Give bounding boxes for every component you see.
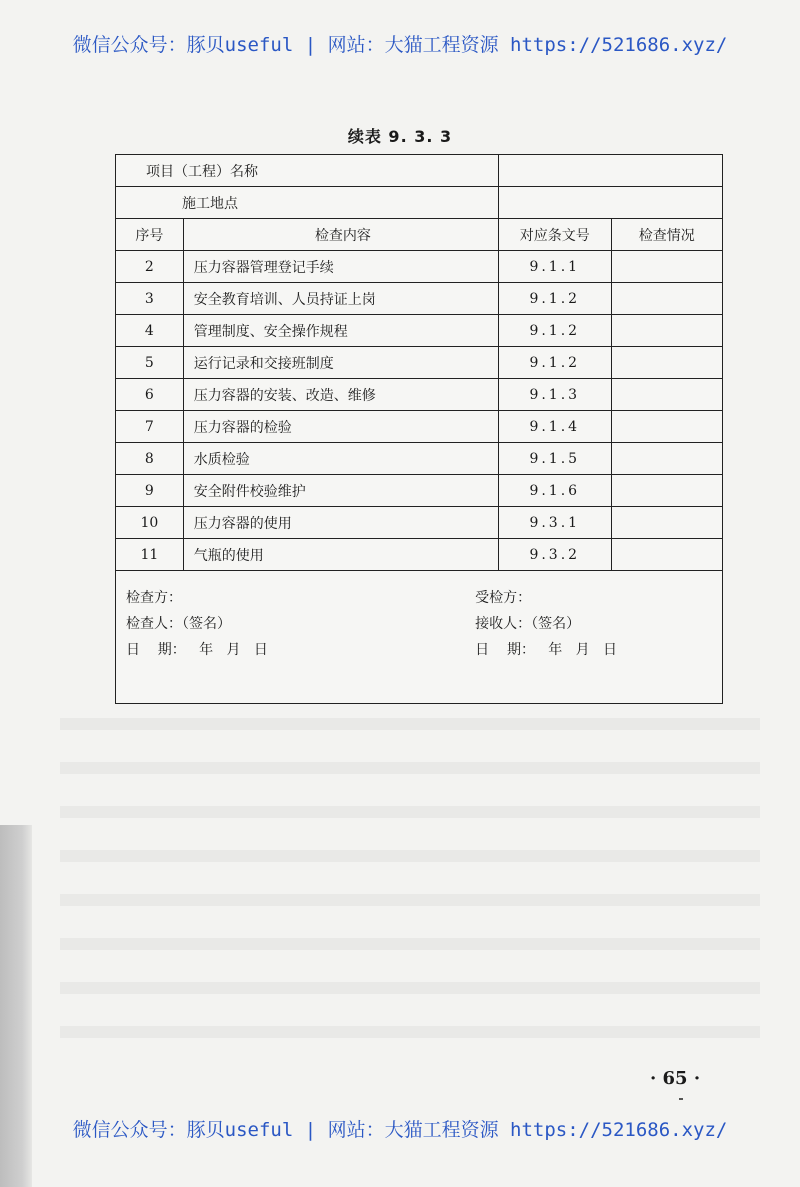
row-content: 压力容器管理登记手续 (183, 251, 498, 283)
row-content: 水质检验 (183, 443, 498, 475)
table-row (116, 539, 723, 571)
table-row (116, 411, 723, 443)
row-status (611, 443, 722, 475)
watermark-top: 微信公众号：豚贝useful | 网站：大猫工程资源 https://521686.xyz/ (72, 34, 728, 56)
project-name-label: 项目（工程）名称 (116, 155, 499, 187)
row-clause: 9.1.3 (498, 379, 611, 411)
row-clause: 9.1.2 (498, 347, 611, 379)
col-header-status: 检查情况 (611, 219, 722, 251)
row-status (611, 283, 722, 315)
row-content: 气瓶的使用 (183, 539, 498, 571)
row-number: 7 (116, 411, 184, 443)
row-clause: 9.1.6 (498, 475, 611, 507)
project-name-row (116, 155, 723, 187)
row-status (611, 411, 722, 443)
row-number: 11 (116, 539, 184, 571)
row-clause: 9.1.4 (498, 411, 611, 443)
signature-line: 受检方： (475, 590, 532, 606)
row-number: 8 (116, 443, 184, 475)
row-number: 9 (116, 475, 184, 507)
row-clause: 9.3.2 (498, 539, 611, 571)
row-number: 3 (116, 283, 184, 315)
row-status (611, 475, 722, 507)
site-label: 施工地点 (116, 187, 499, 219)
watermark-bottom: 微信公众号：豚贝useful | 网站：大猫工程资源 https://521686.xyz/ (72, 1119, 728, 1141)
project-name-value (498, 155, 722, 187)
table-title: 续表 9. 3. 3 (347, 127, 453, 146)
row-status (611, 315, 722, 347)
row-content: 安全教育培训、人员持证上岗 (183, 283, 498, 315)
row-number: 6 (116, 379, 184, 411)
row-number: 5 (116, 347, 184, 379)
signature-line: 日 期： 年 月 日 (475, 642, 617, 658)
bleed-through-text (60, 700, 760, 1050)
row-clause: 9.1.2 (498, 315, 611, 347)
signature-left (126, 585, 268, 663)
row-status (611, 347, 722, 379)
row-status (611, 507, 722, 539)
row-content: 管理制度、安全操作规程 (183, 315, 498, 347)
row-clause: 9.1.1 (498, 251, 611, 283)
signature-line: 接收人：（签名） (475, 616, 581, 632)
table-row (116, 251, 723, 283)
row-number: 10 (116, 507, 184, 539)
table-row (116, 347, 723, 379)
table-row (116, 283, 723, 315)
signature-line: 日 期： 年 月 日 (126, 642, 268, 658)
signature-right (475, 585, 617, 663)
table-row (116, 507, 723, 539)
row-clause: 9.1.5 (498, 443, 611, 475)
row-content: 压力容器的检验 (183, 411, 498, 443)
row-number: 2 (116, 251, 184, 283)
site-row (116, 187, 723, 219)
row-content: 安全附件校验维护 (183, 475, 498, 507)
scan-mark (679, 1098, 683, 1100)
row-status (611, 539, 722, 571)
col-header-clause: 对应条文号 (498, 219, 611, 251)
signature-row (116, 571, 723, 704)
page-number: · 65 · (650, 1068, 701, 1089)
signature-line: 检查人：（签名） (126, 616, 231, 632)
col-header-content: 检查内容 (183, 219, 498, 251)
row-number: 4 (116, 315, 184, 347)
table-row (116, 443, 723, 475)
row-clause: 9.1.2 (498, 283, 611, 315)
site-value (498, 187, 722, 219)
row-status (611, 251, 722, 283)
row-content: 压力容器的使用 (183, 507, 498, 539)
col-header-no: 序号 (116, 219, 184, 251)
row-clause: 9.3.1 (498, 507, 611, 539)
table-row (116, 315, 723, 347)
header-row (116, 219, 723, 251)
table-row (116, 379, 723, 411)
row-content: 运行记录和交接班制度 (183, 347, 498, 379)
inspection-table (115, 154, 723, 704)
signature-line: 检查方： (126, 590, 182, 606)
table-row (116, 475, 723, 507)
row-status (611, 379, 722, 411)
signature-cell (116, 571, 723, 704)
row-content: 压力容器的安装、改造、维修 (183, 379, 498, 411)
